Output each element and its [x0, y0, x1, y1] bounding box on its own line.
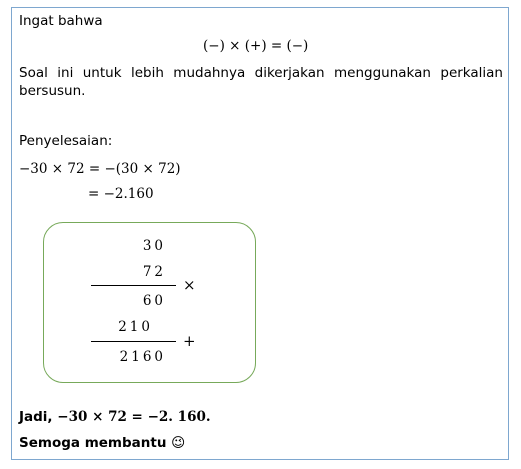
- note-line-1-text: Soal ini untuk lebih mudahnya dikerjakan menggunakan perkalian: [19, 65, 503, 81]
- solution-step-1: −30 × 72 = −(30 × 72): [19, 161, 181, 177]
- times-sign: ×: [183, 276, 196, 294]
- solution-step-2: = −2.160: [88, 186, 154, 202]
- multiplier: 72: [142, 264, 166, 280]
- conclusion-line: [19, 409, 211, 425]
- intro-label: Ingat bahwa: [19, 13, 103, 29]
- final-result: 2160: [119, 349, 166, 365]
- partial-product-1: 60: [142, 293, 166, 309]
- addition-rule: [91, 341, 176, 342]
- multiplication-rule: [91, 285, 176, 286]
- conclusion-equation: −30 × 72 = −2. 160.: [57, 409, 211, 425]
- plus-sign: +: [183, 332, 196, 350]
- solution-heading: Penyelesaian:: [19, 133, 113, 149]
- note-line-1: [19, 65, 503, 81]
- sign-rule: (−) × (+) = (−): [203, 38, 309, 54]
- note-line-2: bersusun.: [19, 83, 86, 99]
- partial-product-2: 210: [118, 319, 153, 335]
- closing-text: Semoga membantu: [19, 435, 167, 451]
- wink-emoji-icon: 😉: [171, 435, 186, 451]
- multiplicand: 30: [142, 238, 166, 254]
- closing-line: [19, 435, 185, 451]
- conclusion-prefix: Jadi,: [19, 409, 53, 425]
